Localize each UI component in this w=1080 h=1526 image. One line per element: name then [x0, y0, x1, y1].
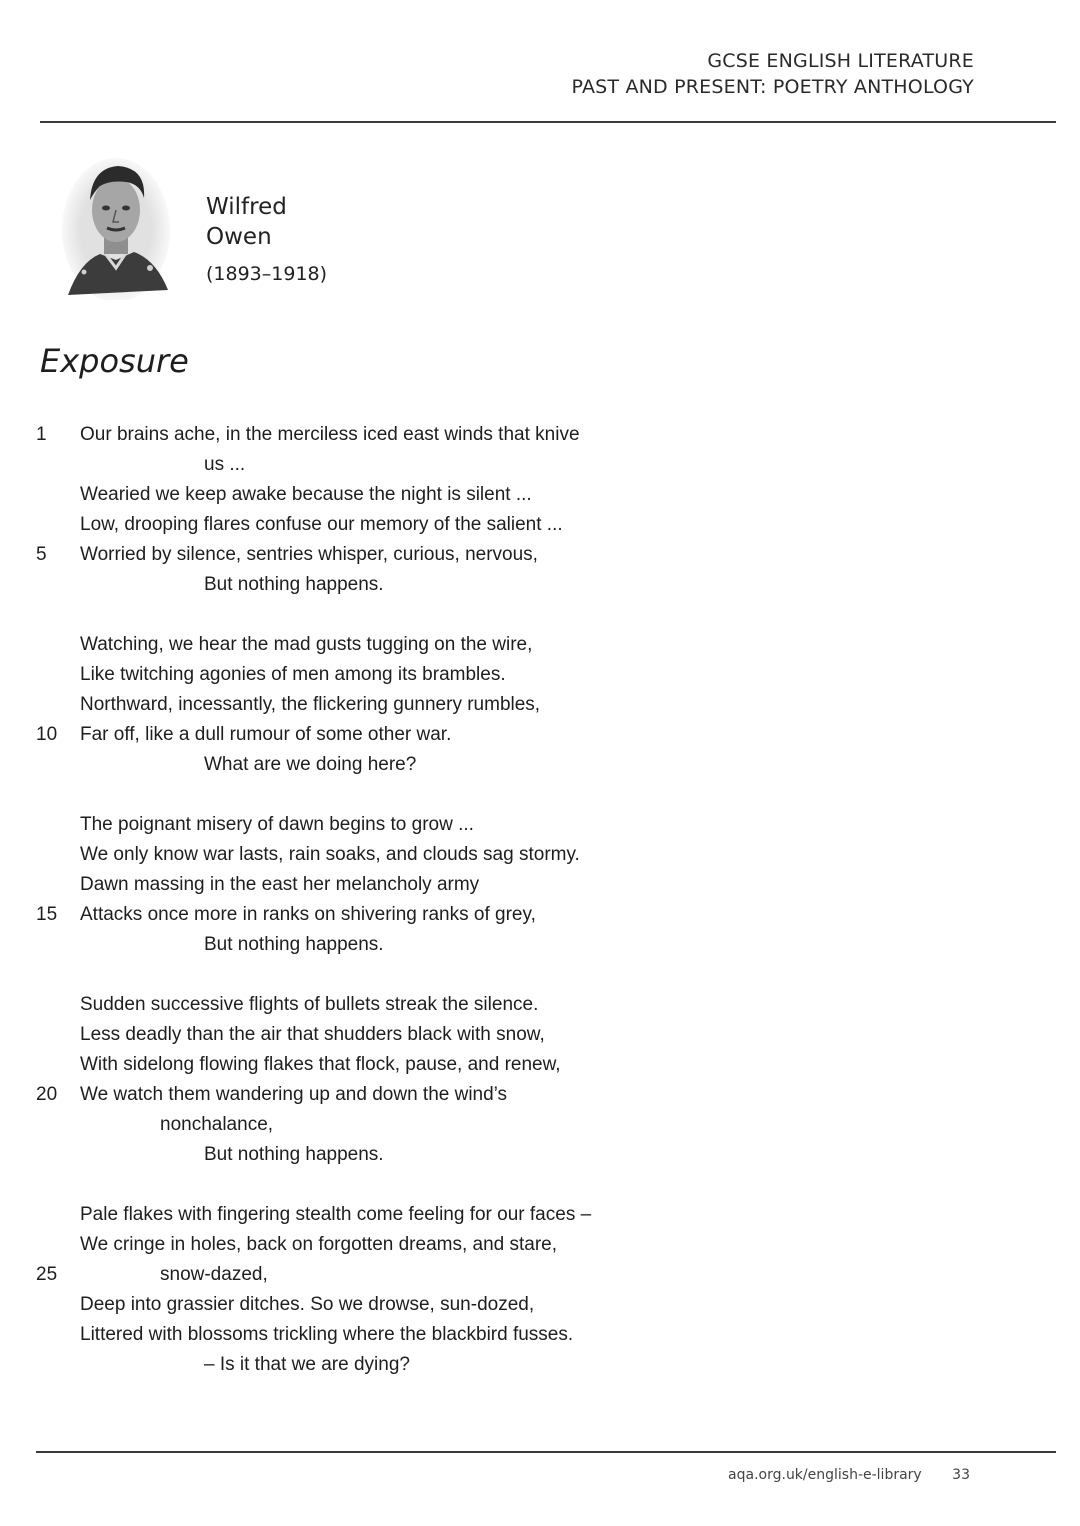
line-text: Deep into grassier ditches. So we drowse, sun-dozed,	[80, 1294, 535, 1315]
line-number: 10	[36, 724, 58, 745]
line-text: Littered with blossoms trickling where the blackbird fusses.	[80, 1324, 574, 1345]
poem-line	[0, 450, 700, 480]
line-text: Worried by silence, sentries whisper, curious, nervous,	[80, 544, 538, 565]
line-text: nonchalance,	[160, 1114, 274, 1135]
poem-line	[0, 1110, 700, 1140]
poem-line	[0, 1140, 700, 1170]
poet-portrait	[60, 150, 172, 300]
poem-line	[0, 570, 700, 600]
poem-line	[0, 870, 700, 900]
line-text: Pale flakes with fingering stealth come feeling for our faces –	[80, 1204, 592, 1225]
line-text: We only know war lasts, rain soaks, and clouds sag stormy.	[80, 844, 580, 865]
poem-title: Exposure	[40, 342, 189, 380]
poem-line	[0, 930, 700, 960]
line-text: But nothing happens.	[204, 1144, 384, 1165]
line-text: us ...	[204, 454, 246, 475]
line-text: With sidelong flowing flakes that flock, pause, and renew,	[80, 1054, 561, 1075]
line-text: Far off, like a dull rumour of some other war.	[80, 724, 452, 745]
line-text: Northward, incessantly, the flickering gunnery rumbles,	[80, 694, 541, 715]
line-number: 20	[36, 1084, 58, 1105]
poem-line	[0, 900, 700, 930]
poem-line	[0, 630, 700, 660]
line-text: The poignant misery of dawn begins to grow ...	[80, 814, 474, 835]
header-divider	[40, 121, 1056, 123]
poem-line	[0, 1200, 700, 1230]
poet-name	[206, 192, 287, 252]
line-text: Less deadly than the air that shudders black with snow,	[80, 1024, 545, 1045]
poem-line	[0, 1080, 700, 1110]
poem-line	[0, 990, 700, 1020]
poem-line	[0, 1020, 700, 1050]
line-text: But nothing happens.	[204, 574, 384, 595]
page-header	[572, 48, 975, 100]
line-number: 1	[36, 424, 47, 445]
page-number: 33	[952, 1467, 970, 1483]
poem-line	[0, 1350, 700, 1380]
poem-line	[0, 690, 700, 720]
line-text: Attacks once more in ranks on shivering ranks of grey,	[80, 904, 536, 925]
line-text: Like twitching agonies of men among its brambles.	[80, 664, 506, 685]
line-text: Wearied we keep awake because the night is silent ...	[80, 484, 532, 505]
line-text: What are we doing here?	[204, 754, 417, 775]
poem-body	[0, 420, 700, 1380]
stanza-break	[0, 600, 700, 630]
line-number: 5	[36, 544, 47, 565]
line-text: Low, drooping flares confuse our memory of the salient ...	[80, 514, 563, 535]
poem-line	[0, 1050, 700, 1080]
poem-line	[0, 510, 700, 540]
poem-line	[0, 420, 700, 450]
poem-line	[0, 750, 700, 780]
poem-line	[0, 1320, 700, 1350]
line-text: – Is it that we are dying?	[204, 1354, 410, 1375]
poem-line	[0, 1290, 700, 1320]
poem-line	[0, 810, 700, 840]
poem-line	[0, 1260, 700, 1290]
poet-first-name: Wilfred	[206, 194, 287, 220]
stanza-break	[0, 960, 700, 990]
line-text: Watching, we hear the mad gusts tugging on the wire,	[80, 634, 533, 655]
line-text: We cringe in holes, back on forgotten dreams, and stare,	[80, 1234, 558, 1255]
poem-line	[0, 1230, 700, 1260]
poem-line	[0, 540, 700, 570]
line-text: But nothing happens.	[204, 934, 384, 955]
line-text: snow-dazed,	[160, 1264, 268, 1285]
poem-line	[0, 840, 700, 870]
line-number: 25	[36, 1264, 58, 1285]
line-number: 15	[36, 904, 58, 925]
footer-divider	[36, 1451, 1056, 1453]
line-text: We watch them wandering up and down the wind’s	[80, 1084, 508, 1105]
header-line-1: GCSE ENGLISH LITERATURE	[707, 50, 974, 72]
line-text: Our brains ache, in the merciless iced east winds that knive	[80, 424, 580, 445]
page-footer	[728, 1467, 970, 1483]
header-line-2: PAST AND PRESENT: POETRY ANTHOLOGY	[571, 76, 974, 98]
line-text: Sudden successive flights of bullets streak the silence.	[80, 994, 539, 1015]
line-text: Dawn massing in the east her melancholy army	[80, 874, 480, 895]
stanza-break	[0, 780, 700, 810]
footer-url: aqa.org.uk/english-e-library	[728, 1467, 922, 1483]
poet-dates: (1893–1918)	[206, 263, 328, 285]
stanza-break	[0, 1170, 700, 1200]
poet-last-name: Owen	[206, 224, 272, 250]
poem-line	[0, 720, 700, 750]
poem-line	[0, 480, 700, 510]
poem-line	[0, 660, 700, 690]
